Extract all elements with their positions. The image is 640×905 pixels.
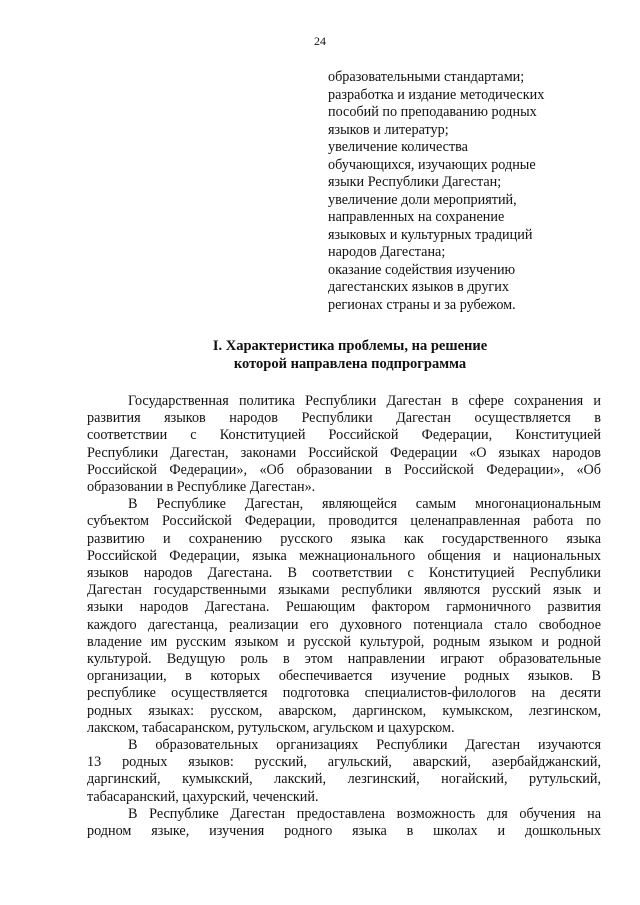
goals-line: образовательными стандартами; <box>328 69 525 85</box>
section-heading <box>150 337 550 373</box>
goals-line: оказание содействия изучению <box>328 261 516 278</box>
paragraph-line: Российской Федерации, языка межнационального общения и национальных <box>87 547 601 564</box>
goals-line: народов Дагестана; <box>328 244 446 260</box>
paragraph-line: даргинский, кумыкский, лакский, лезгинский, ногайский, рутульский, <box>87 771 601 788</box>
paragraph-line: субъектом Российской Федерации, проводится целенаправленная работа по <box>87 513 601 530</box>
body-text <box>87 393 601 840</box>
page-number: 24 <box>314 34 326 48</box>
paragraph-line: соответствии с Конституцией Российской Федерации, Конституцией <box>87 427 601 444</box>
goals-line: увеличение доли мероприятий, <box>328 191 517 208</box>
paragraph-line: Российской Федерации», «Об образовании в Российской Федерации», «Об <box>87 461 601 478</box>
goals-line: обучающихся, изучающих родные <box>328 156 536 173</box>
paragraph-line: В Республике Дагестан предоставлена возможность для обучения на <box>128 805 601 822</box>
paragraph-line: В Республике Дагестан, являющейся самым многонациональным <box>128 496 601 513</box>
section-heading-line: которой направлена подпрограмма <box>233 356 467 372</box>
paragraph-line: родном языке, изучения родного языка в школах и дошкольных <box>87 823 601 840</box>
paragraph-line: родных языках: русском, аварском, даргинском, кумыкском, лезгинском, <box>87 702 601 719</box>
paragraph-line: табасаранский, цахурский, чеченский. <box>87 788 319 805</box>
goals-list <box>328 69 618 314</box>
goals-line: увеличение количества <box>328 139 468 155</box>
paragraph-line: владение им русским языком и русской культурой, родным языком и родной <box>87 633 601 650</box>
paragraph-line: Дагестан государственными языками республики являются русский язык и <box>87 582 601 599</box>
paragraph-line: образовании в Республике Дагестан». <box>87 479 316 496</box>
paragraph-line: Государственная политика Республики Дагестан в сфере сохранения и <box>128 393 601 409</box>
goals-line: направленных на сохранение <box>328 209 505 225</box>
paragraph-line: 13 родных языков: русский, агульский, аварский, азербайджанский, <box>87 754 601 771</box>
goals-line: языков и литератур; <box>328 121 449 138</box>
goals-line: регионах страны и за рубежом. <box>328 296 516 313</box>
goals-line: языковых и культурных традиций <box>328 226 533 243</box>
paragraph-line: лакском, табасаранском, рутульском, агульском и цахурском. <box>87 719 455 736</box>
paragraph-line: культурой. Ведущую роль в этом направлении играют образовательные <box>87 651 601 668</box>
goals-line: дагестанских языков в других <box>328 279 509 295</box>
goals-line: языки Республики Дагестан; <box>328 174 502 190</box>
paragraph-line: Республики Дагестан, законами Российской Федерации «О языках народов <box>87 444 601 461</box>
paragraph <box>87 393 601 496</box>
paragraph-line: каждого дагестанца, реализации его духовного потенциала стало свободное <box>87 616 601 633</box>
section-heading-line: I. Характеристика проблемы, на решение <box>212 338 488 354</box>
paragraph-line: развитию и сохранению русского языка как государственного языка <box>87 530 601 547</box>
paragraph <box>87 737 601 806</box>
paragraph-line: организации, в которых обеспечивается изучение родных языков. В <box>87 668 601 685</box>
paragraph-line: языки народов Дагестана. Решающим фактором гармоничного развития <box>87 599 601 616</box>
paragraph-line: республике осуществляется подготовка специалистов-филологов на десяти <box>87 685 601 702</box>
paragraph <box>87 496 601 737</box>
paragraph-line: В образовательных организациях Республики Дагестан изучаются <box>128 737 601 754</box>
paragraph-line: развития языков народов Республики Дагестан осуществляется в <box>87 410 601 427</box>
paragraph-line: языков народов Дагестана. В соответствии с Конституцией Республики <box>87 565 601 582</box>
goals-line: разработка и издание методических <box>328 86 545 103</box>
goals-line: пособий по преподаванию родных <box>328 104 537 120</box>
paragraph <box>87 806 601 840</box>
